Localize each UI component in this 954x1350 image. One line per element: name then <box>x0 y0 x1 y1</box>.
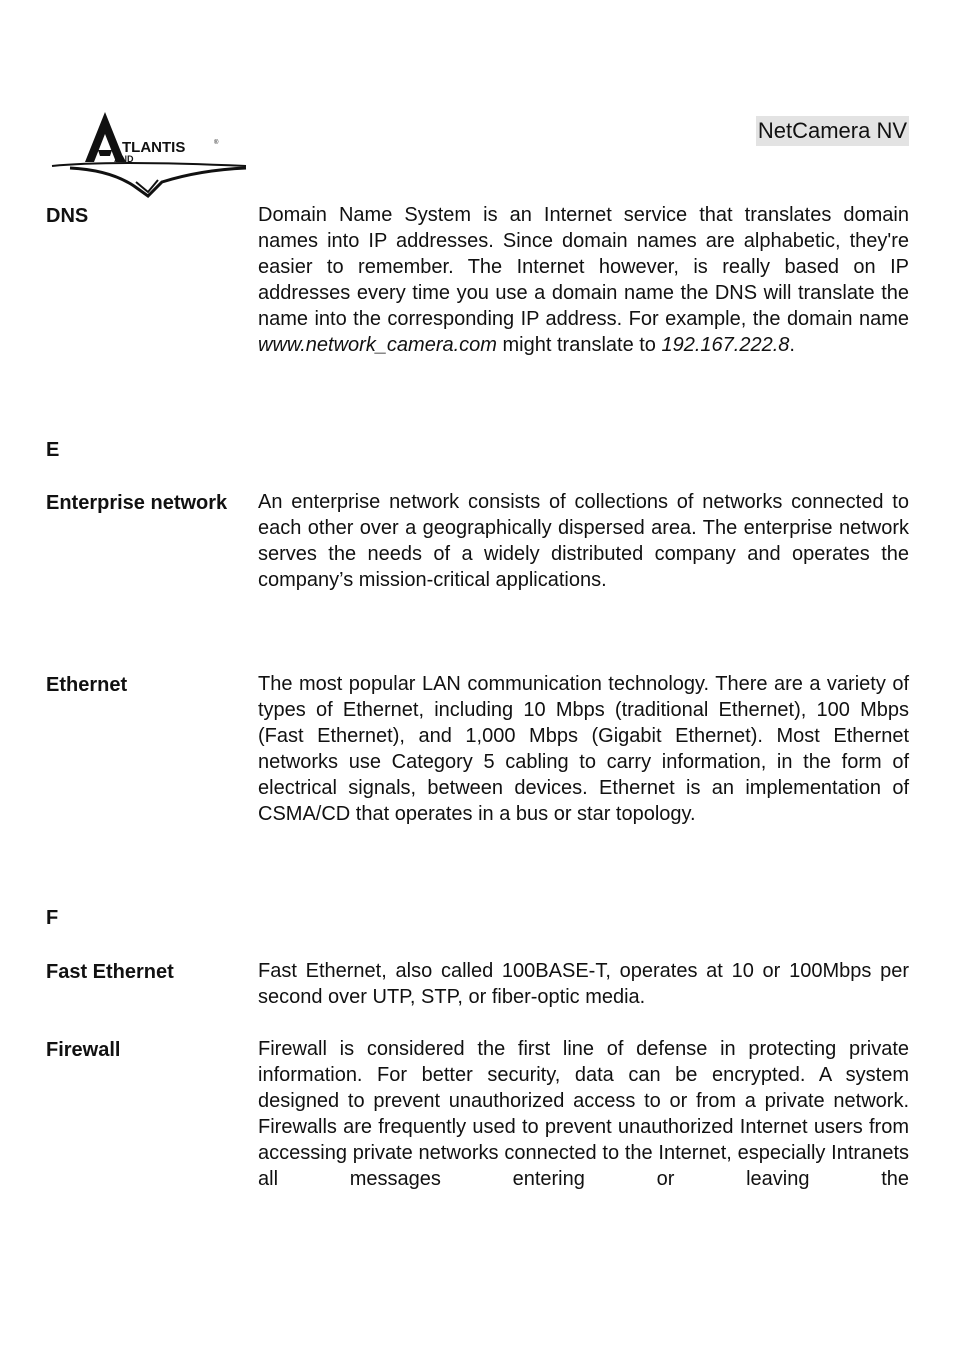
definition-dns <box>258 202 909 358</box>
logo-word: TLANTIS <box>122 139 186 156</box>
definition-firewall: Firewall is considered the first line of defense in protecting private information. For better security, data can be encrypted. A system designed to prevent unauthorized access to or from a private network. Firewalls are frequently used to prevent unauthorized Internet users from accessing private networks connected to the Internet, especially Intranets all messages entering or leaving the <box>258 1038 909 1190</box>
atlantis-land-logo <box>50 110 250 198</box>
definition-ethernet: The most popular LAN communication technology. There are a variety of types of Ethernet, including 10 Mbps (traditional Ethernet), 100 Mbps (Fast Ethernet), and 1,000 Mbps (Gigabit Ethernet). Most Ethernet networks use Category 5 cabling to carry information, in the form of electrical signals, between devices. Ethernet is an implementation of CSMA/CD that operates in a bus or star topology. <box>258 673 909 825</box>
example-ip: 192.167.222.8 <box>661 334 790 356</box>
term-firewall: Firewall <box>46 1039 121 1061</box>
term-dns: DNS <box>46 205 89 227</box>
term-ethernet: Ethernet <box>46 674 128 696</box>
section-letter-e: E <box>46 439 60 461</box>
product-title: NetCamera NV <box>756 116 909 146</box>
term-enterprise-network: Enterprise network <box>46 492 228 514</box>
section-letter-f: F <box>46 907 59 929</box>
definition-enterprise-network: An enterprise network consists of collections of networks connected to each other over a geographically dispersed area. The enterprise network serves the needs of a widely distributed company and operates the company’s mission-critical applications. <box>258 491 909 591</box>
term-fast-ethernet: Fast Ethernet <box>46 961 174 983</box>
definition-dns-end: . <box>789 334 795 356</box>
logo-sub: AND <box>114 154 134 164</box>
example-domain: www.network_camera.com <box>258 334 497 356</box>
definition-dns-mid: might translate to <box>496 334 662 356</box>
definition-dns-text: Domain Name System is an Internet service that translates domain names into IP addresses. Since domain names are alphabetic, they're easier to remember. The Internet however, is really based on IP addresses every time you use a domain name the DNS will translate the name into the corresponding IP address. For example, the domain name <box>258 204 909 330</box>
logo-registered-mark: ® <box>214 140 219 146</box>
atlantis-logo-icon <box>50 110 250 198</box>
definition-fast-ethernet: Fast Ethernet, also called 100BASE-T, operates at 10 or 100Mbps per second over UTP, STP, or fiber-optic media. <box>258 960 909 1008</box>
